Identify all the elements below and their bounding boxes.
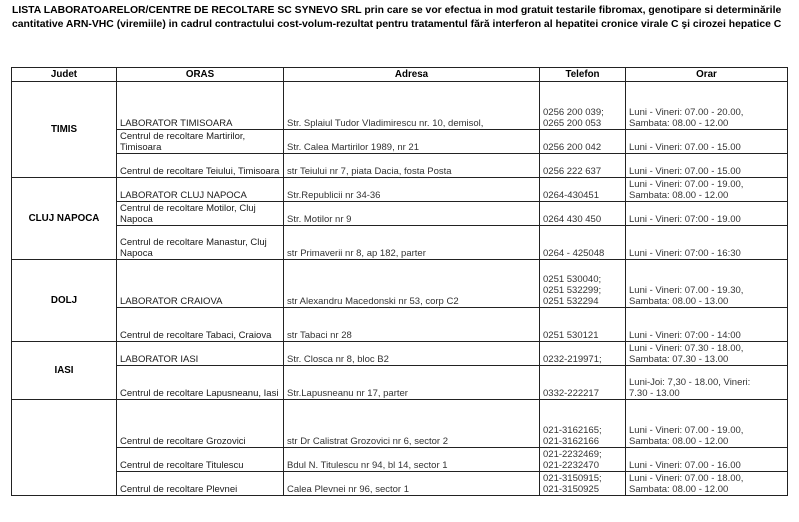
orar-cell (626, 178, 788, 202)
orar-line: Luni - Vineri: 07:00 - 16:30 (629, 248, 741, 259)
table-row (12, 472, 788, 496)
adresa-cell: Calea Plevnei nr 96, sector 1 (284, 472, 540, 496)
orar-line: Luni-Joi: 7,30 - 18.00, Vineri: (629, 377, 751, 388)
oras-cell: Centrul de recoltare Lapusneanu, Iasi (117, 366, 284, 400)
adresa-cell: str Tabaci nr 28 (284, 308, 540, 342)
orar-cell (626, 400, 788, 448)
orar-cell (626, 154, 788, 178)
adresa-cell: Str.Lapusneanu nr 17, parter (284, 366, 540, 400)
table-row (12, 130, 788, 154)
table-row (12, 308, 788, 342)
telefon-cell (540, 178, 626, 202)
orar-line: Luni - Vineri: 07.00 - 18.00, (629, 473, 744, 484)
adresa-cell: str Teiului nr 7, piata Dacia, fosta Posta (284, 154, 540, 178)
telefon-line: 0232-219971; (543, 354, 602, 365)
orar-cell (626, 226, 788, 260)
adresa-cell: str Dr Calistrat Grozovici nr 6, sector 2 (284, 400, 540, 448)
judet-cell (12, 400, 117, 496)
oras-cell: LABORATOR CLUJ NAPOCA (117, 178, 284, 202)
header-orar: Orar (626, 68, 788, 82)
orar-cell (626, 472, 788, 496)
telefon-line: 0251 532299; (543, 285, 602, 296)
telefon-line: 0256 200 039; (543, 107, 604, 118)
orar-line: Luni - Vineri: 07.30 - 18.00, (629, 343, 744, 354)
telefon-cell (540, 202, 626, 226)
header-adresa: Adresa (284, 68, 540, 82)
orar-line: Luni - Vineri: 07.00 - 19.00, (629, 425, 744, 436)
orar-cell (626, 202, 788, 226)
telefon-line: 021-3150925 (543, 484, 599, 495)
oras-cell: Centrul de recoltare Grozovici (117, 400, 284, 448)
orar-cell (626, 130, 788, 154)
telefon-cell (540, 226, 626, 260)
telefon-line: 0264-430451 (543, 190, 599, 201)
header-telefon: Telefon (540, 68, 626, 82)
telefon-cell (540, 308, 626, 342)
telefon-line: 0264 430 450 (543, 214, 602, 225)
orar-line: Luni - Vineri: 07:00 - 19.00 (629, 214, 741, 225)
telefon-line: 021-2232470 (543, 460, 599, 471)
telefon-cell (540, 472, 626, 496)
telefon-cell (540, 448, 626, 472)
orar-cell (626, 82, 788, 130)
telefon-line: 0251 530040; (543, 274, 602, 285)
adresa-cell: str Primaverii nr 8, ap 182, parter (284, 226, 540, 260)
adresa-cell: Str. Calea Martirilor 1989, nr 21 (284, 130, 540, 154)
oras-cell: Centrul de recoltare Martirilor, Timisoara (117, 130, 284, 154)
orar-line: Luni - Vineri: 07.00 - 15.00 (629, 142, 741, 153)
telefon-line: 0265 200 053 (543, 118, 602, 129)
telefon-cell (540, 82, 626, 130)
table-row (12, 366, 788, 400)
adresa-cell: Str. Motilor nr 9 (284, 202, 540, 226)
telefon-line: 0256 200 042 (543, 142, 602, 153)
oras-cell: Centrul de recoltare Teiului, Timisoara (117, 154, 284, 178)
table-row (12, 342, 788, 366)
telefon-line: 021-3162165; (543, 425, 602, 436)
orar-cell (626, 366, 788, 400)
orar-line: Luni - Vineri: 07:00 - 14:00 (629, 330, 741, 341)
orar-line: Sambata: 08.00 - 12.00 (629, 436, 729, 447)
telefon-line: 0251 532294 (543, 296, 599, 307)
orar-line: Sambata: 08.00 - 13.00 (629, 296, 729, 307)
telefon-cell (540, 260, 626, 308)
oras-cell: Centrul de recoltare Tabaci, Craiova (117, 308, 284, 342)
oras-cell: Centrul de recoltare Titulescu (117, 448, 284, 472)
orar-line: Sambata: 08.00 - 12.00 (629, 190, 729, 201)
telefon-line: 0264 - 425048 (543, 248, 605, 259)
oras-cell: Centrul de recoltare Motilor, Cluj Napoca (117, 202, 284, 226)
header-oras: ORAS (117, 68, 284, 82)
adresa-cell: Str. Closca nr 8, bloc B2 (284, 342, 540, 366)
oras-cell: LABORATOR CRAIOVA (117, 260, 284, 308)
orar-line: Luni - Vineri: 07.00 - 15.00 (629, 166, 741, 177)
header-judet: Judet (12, 68, 117, 82)
orar-line: Luni - Vineri: 07.00 - 16.00 (629, 460, 741, 471)
telefon-cell (540, 400, 626, 448)
telefon-line: 0251 530121 (543, 330, 599, 341)
telefon-cell (540, 154, 626, 178)
oras-cell: Centrul de recoltare Plevnei (117, 472, 284, 496)
orar-line: Luni - Vineri: 07.00 - 19.00, (629, 179, 744, 190)
telefon-cell (540, 130, 626, 154)
oras-cell: LABORATOR TIMISOARA (117, 82, 284, 130)
judet-cell: IASI (12, 342, 117, 400)
telefon-line: 0256 222 637 (543, 166, 602, 177)
oras-cell: Centrul de recoltare Manastur, Cluj Napoca (117, 226, 284, 260)
telefon-line: 021-2232469; (543, 449, 602, 460)
adresa-cell: Str.Republicii nr 34-36 (284, 178, 540, 202)
telefon-line: 021-3150915; (543, 473, 602, 484)
adresa-cell: Bdul N. Titulescu nr 94, bl 14, sector 1 (284, 448, 540, 472)
orar-cell (626, 342, 788, 366)
orar-line: Sambata: 07.30 - 13.00 (629, 354, 729, 365)
adresa-cell: str Alexandru Macedonski nr 53, corp C2 (284, 260, 540, 308)
judet-cell: TIMIS (12, 82, 117, 178)
orar-cell (626, 260, 788, 308)
telefon-line: 021-3162166 (543, 436, 599, 447)
table-row (12, 226, 788, 260)
oras-cell: LABORATOR IASI (117, 342, 284, 366)
table-row (12, 154, 788, 178)
table-row (12, 82, 788, 130)
telefon-cell (540, 366, 626, 400)
orar-cell (626, 308, 788, 342)
table-row (12, 448, 788, 472)
table-row (12, 400, 788, 448)
laboratories-table (11, 67, 788, 496)
orar-line: Luni - Vineri: 07.00 - 19.30, (629, 285, 744, 296)
adresa-cell: Str. Splaiul Tudor Vladimirescu nr. 10, demisol, (284, 82, 540, 130)
table-row (12, 178, 788, 202)
table-row (12, 202, 788, 226)
orar-line: Sambata: 08.00 - 12.00 (629, 484, 729, 495)
telefon-cell (540, 342, 626, 366)
telefon-line: 0332-222217 (543, 388, 599, 399)
judet-cell: CLUJ NAPOCA (12, 178, 117, 260)
table-header-row (12, 68, 788, 82)
orar-line: 7.30 - 13.00 (629, 388, 680, 399)
table-row (12, 260, 788, 308)
orar-line: Luni - Vineri: 07.00 - 20.00, (629, 107, 744, 118)
document-title: LISTA LABORATOARELOR/CENTRE DE RECOLTARE SC SYNEVO SRL prin care se vor efectua in mod gratuit testarile fibromax, genotipare si determinările cantitative ARN-VHC (viremiile) in cadrul contractului cost-volum-rezultat pentru tratamentul fără interferon al hepatitei cronice virale C şi cirozei hepatice C (12, 5, 782, 30)
orar-line: Sambata: 08.00 - 12.00 (629, 118, 729, 129)
orar-cell (626, 448, 788, 472)
judet-cell: DOLJ (12, 260, 117, 342)
